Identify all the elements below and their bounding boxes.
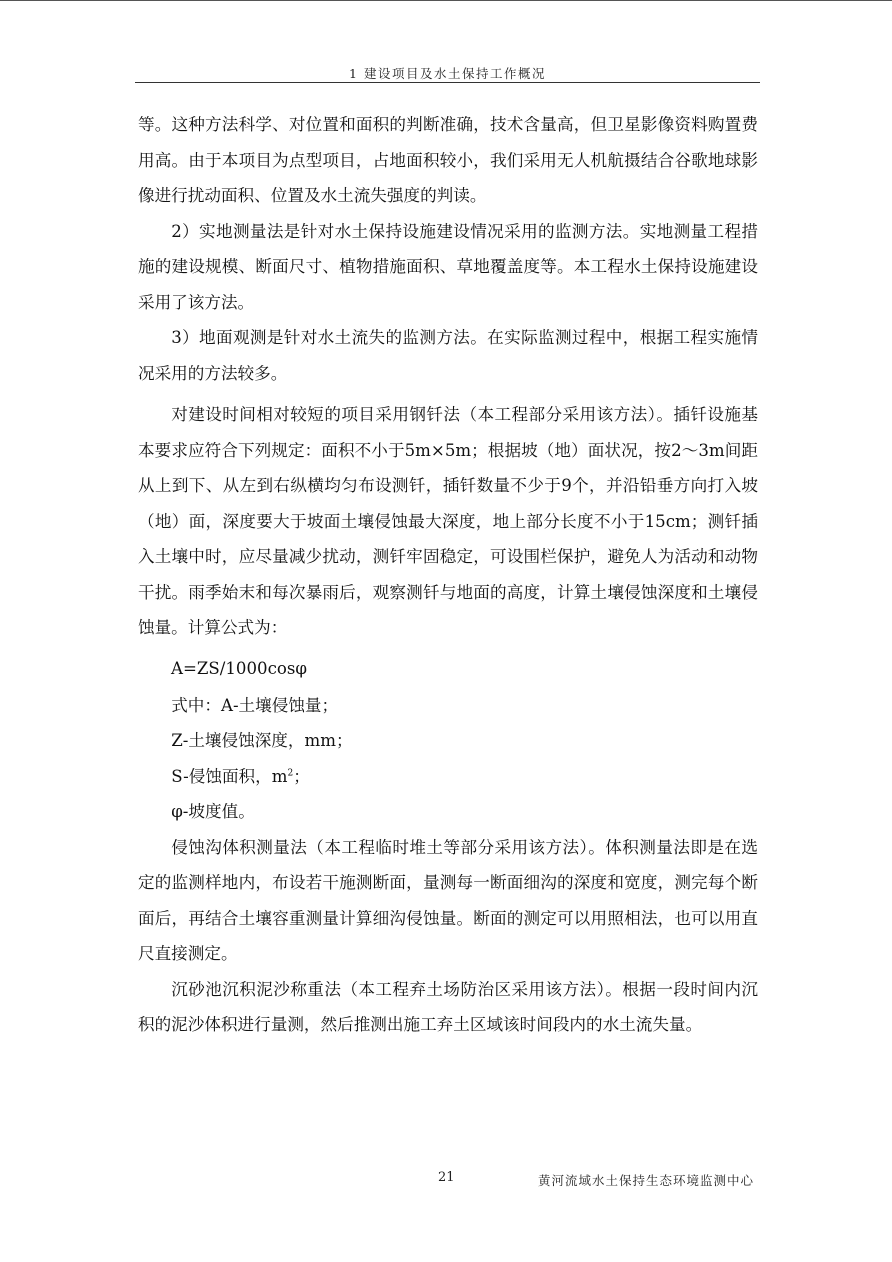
- paragraph-field-survey: 2）实地测量法是针对水土保持设施建设情况采用的监测方法。实地测量工程措施的建设规模、断面尺寸、植物措施面积、草地覆盖度等。本工程水土保持设施建设采用了该方法。: [138, 221, 758, 312]
- paragraph-sediment-basin-method: 沉砂池沉积泥沙称重法（本工程弃土场防治区采用该方法）。根据一段时间内沉积的泥沙体积进行量测，然后推测出施工弃土区域该时间段内的水土流失量。: [138, 979, 758, 1034]
- superscript-2: 2: [287, 767, 294, 778]
- page-body: [138, 107, 758, 1043]
- formula-definition-z: Z-土壤侵蚀深度，mm；: [171, 731, 353, 750]
- formula-definition-a: 式中：A-土壤侵蚀量；: [171, 695, 339, 715]
- paragraph-continuation: 等。这种方法科学、对位置和面积的判断准确，技术含量高，但卫星影像资料购置费用高。由于本项目为点型项目，占地面积较小，我们采用无人机航摄结合谷歌地球影像进行扰动面积、位置及水土流失强度的判读。: [138, 115, 758, 205]
- paragraph-steel-pin-method: 对建设时间相对较短的项目采用钢钎法（本工程部分采用该方法）。插钎设施基本要求应符合下列规定：面积不小于5m×5m；根据坡（地）面状况，按2～3m间距从上到下、从左到右纵横均匀布设测钎，插钎数量不少于9个，并沿铅垂方向打入坡（地）面，深度要大于坡面土壤侵蚀最大深度，地上部分长度不小于15cm；测钎插入土壤中时，应尽量减少扰动，测钎牢固稳定，可设围栏保护，避免人为活动和动物干扰。雨季始末和每次暴雨后，观察测钎与地面的高度，计算土壤侵蚀深度和土壤侵蚀量。计算公式为：: [138, 405, 758, 637]
- definition-s-end: ；: [293, 766, 310, 786]
- page-top-border: [0, 0, 892, 1]
- definition-s-text: S-侵蚀面积，m: [171, 766, 288, 786]
- running-header: 1 建设项目及水土保持工作概况: [349, 66, 546, 81]
- formula-definition-s: [138, 759, 758, 795]
- paragraph-gully-volume-method: 侵蚀沟体积测量法（本工程临时堆土等部分采用该方法）。体积测量法即是在选定的监测样地内，布设若干施测断面，量测每一断面细沟的深度和宽度，测完每个断面后，再结合土壤容重测量计算细沟侵蚀量。断面的测定可以用照相法，也可以用直尺直接测定。: [138, 837, 758, 963]
- footer-organization: 黄河流域水土保持生态环境监测中心: [538, 1173, 755, 1188]
- paragraph-ground-observation: 3）地面观测是针对水土流失的监测方法。在实际监测过程中，根据工程实施情况采用的方法较多。: [138, 328, 758, 383]
- page-number: 21: [438, 1170, 455, 1185]
- header-divider: [135, 82, 760, 83]
- formula-definition-phi: φ-坡度值。: [171, 802, 255, 821]
- erosion-formula: A=ZS/1000cosφ: [171, 658, 308, 678]
